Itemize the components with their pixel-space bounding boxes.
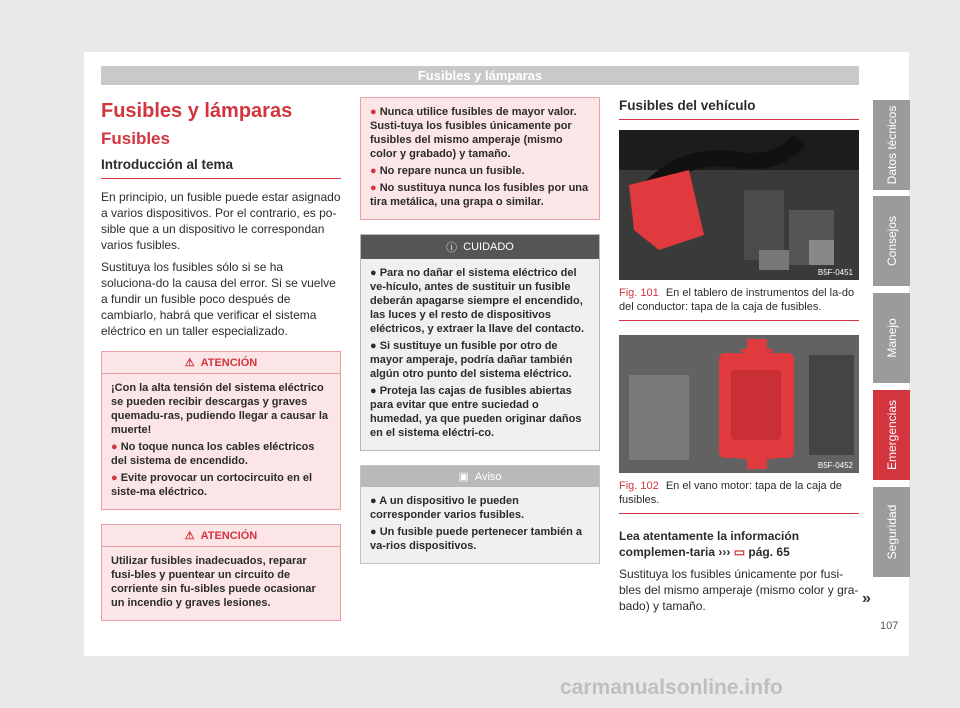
- figure-code: B5F-0452: [817, 461, 853, 470]
- bullet-icon: ●: [370, 267, 380, 279]
- column-1: [101, 96, 341, 635]
- tab-emergencias[interactable]: Emergencias: [873, 390, 910, 480]
- bullet-icon: ●: [370, 385, 380, 397]
- figure-caption-text: En el vano motor: tapa de la caja de fusibles.: [619, 480, 842, 506]
- chapter-title: Fusibles y lámparas: [101, 100, 293, 122]
- caution-title: CUIDADO: [463, 241, 514, 253]
- reference-lead: Lea atentamente la información complemen-taria: [619, 529, 800, 559]
- note-icon: ▣: [458, 471, 469, 483]
- subsection-title: Fusibles del vehículo: [619, 98, 859, 120]
- caution-item: Proteja las cajas de fusibles abiertas para evitar que entre suciedad o humedad, ya que pueden originar daños en el sistema eléctri-co.: [370, 385, 582, 439]
- figure-102-photo: [619, 335, 859, 473]
- bullet-icon: ●: [111, 472, 121, 484]
- page-number: 107: [880, 620, 899, 632]
- tab-datos-tecnicos[interactable]: Datos técnicos: [873, 100, 910, 190]
- reference-paragraph: [619, 528, 859, 560]
- figure-number: Fig. 101: [619, 287, 659, 299]
- note-item: A un dispositivo le pueden corresponder varios fusibles.: [370, 495, 525, 521]
- note-title: Aviso: [474, 470, 502, 483]
- note-item: Un fusible puede pertenecer también a va-rios dispositivos.: [370, 526, 583, 552]
- warning-title: ATENCIÓN: [200, 529, 258, 542]
- warning-box: [101, 524, 341, 621]
- warning-item: No repare nunca un fusible.: [379, 165, 525, 177]
- figure-caption: [619, 286, 859, 321]
- bullet-icon: ●: [370, 495, 380, 507]
- caution-box: [360, 234, 600, 451]
- figure-caption: [619, 479, 859, 514]
- warning-item: Nunca utilice fusibles de mayor valor. Susti-tuya los fusibles únicamente por fusibles del mismo amperaje (mismo color y grabado) y tamaño.: [370, 106, 577, 160]
- caution-item: Si sustituye un fusible por otro de mayor amperaje, podría dañar también algún otro punto del sistema eléctrico.: [370, 340, 573, 380]
- tab-seguridad[interactable]: Seguridad: [873, 487, 910, 577]
- bullet-icon: ●: [370, 340, 380, 352]
- warning-item: No sustituya nunca los fusibles por una tira metálica, una grapa o similar.: [370, 182, 589, 208]
- caution-item: Para no dañar el sistema eléctrico del ve-hículo, antes de sustituir un fusible deberán apagarse siempre el encendido, las luces y el resto de dispositivos eléctricos, y extraer la llave del contacto.: [370, 267, 584, 335]
- bullet-icon: ●: [370, 165, 380, 177]
- warning-box: [101, 351, 341, 510]
- column-2: [360, 97, 600, 578]
- note-header: [361, 466, 599, 487]
- running-header: Fusibles y lámparas: [101, 66, 859, 85]
- column-3: [619, 96, 859, 620]
- caution-header: [361, 235, 599, 259]
- page-reference-link[interactable]: pág. 65: [748, 545, 790, 559]
- reference-arrow-icon: ›››: [718, 545, 731, 559]
- book-icon: ▭: [733, 545, 746, 559]
- figure-101: [619, 130, 859, 321]
- warning-header: [102, 525, 340, 547]
- tab-manejo[interactable]: Manejo: [873, 293, 910, 383]
- figure-caption-text: En el tablero de instrumentos del la-do del conductor: tapa de la caja de fusibles.: [619, 287, 855, 313]
- warning-triangle-icon: ⚠: [184, 357, 195, 369]
- bullet-icon: ●: [370, 182, 380, 194]
- tab-consejos[interactable]: Consejos: [873, 196, 910, 286]
- warning-item: No toque nunca los cables eléctricos del sistema de encendido.: [111, 441, 315, 467]
- bullet-icon: ●: [370, 526, 380, 538]
- bullet-icon: ●: [370, 106, 380, 118]
- continue-mark-icon: »: [862, 590, 871, 607]
- warning-title: ATENCIÓN: [200, 356, 258, 369]
- subsection-title: Introducción al tema: [101, 157, 341, 179]
- figure-number: Fig. 102: [619, 480, 659, 492]
- info-circle-icon: ⓘ: [446, 242, 458, 254]
- paragraph: Sustituya los fusibles únicamente por fusi-bles del mismo amperaje (mismo color y gra-bado) y tamaño.: [619, 567, 859, 613]
- note-box: [360, 465, 600, 564]
- section-title: Fusibles: [101, 129, 170, 148]
- warning-triangle-icon: ⚠: [184, 530, 195, 542]
- warning-box-continued: [360, 97, 600, 220]
- figure-102: [619, 335, 859, 514]
- figure-101-photo: [619, 130, 859, 280]
- watermark: carmanualsonline.info: [560, 676, 783, 699]
- warning-item: Evite provocar un cortocircuito en el siste-ma eléctrico.: [111, 472, 313, 498]
- paragraph: En principio, un fusible puede estar asignado a varios dispositivos. Por el contrario, es po-sible que a un dispositivo le correspondan varios fusibles.: [101, 190, 341, 252]
- paragraph: Sustituya los fusibles sólo si se ha soluciona-do la causa del error. Si se vuelve a fundir un fusible poco después de cambiarlo, habrá que verificar el sistema eléctrico en un taller especializado.: [101, 260, 336, 338]
- figure-code: B5F-0451: [817, 268, 853, 277]
- bullet-icon: ●: [111, 441, 121, 453]
- warning-lead: ¡Con la alta tensión del sistema eléctrico se pueden recibir descargas y graves quemadu-ras, pudiendo llegar a causar la muerte!: [111, 382, 329, 436]
- warning-lead: Utilizar fusibles inadecuados, reparar fusi-bles y puentear un circuito de corriente sin fu-sibles puede ocasionar un incendio y graves lesiones.: [111, 555, 316, 609]
- warning-header: [102, 352, 340, 374]
